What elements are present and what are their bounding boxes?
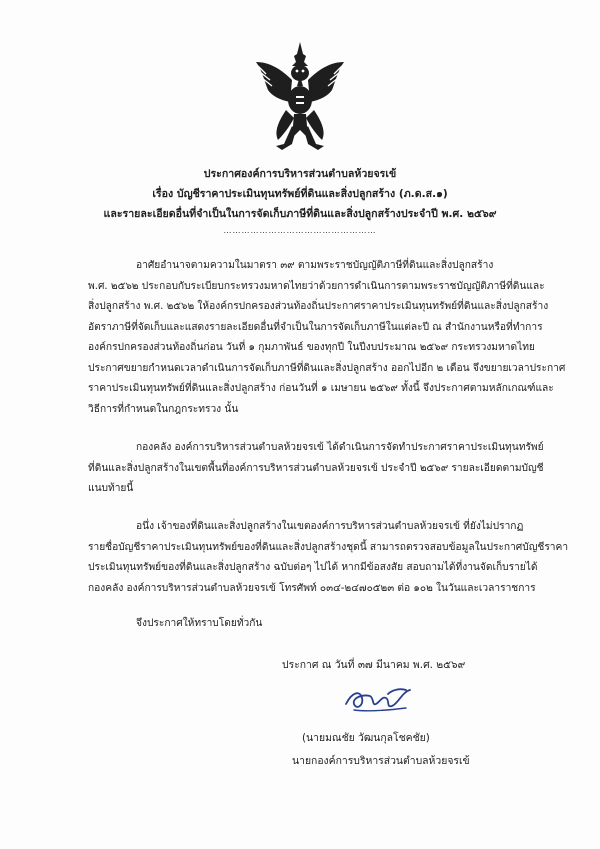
paragraph-line: ราคาประเมินทุนทรัพย์ที่ดินและสิ่งปลูกสร้าง ก่อนวันที่ ๑ เมษายน ๒๕๖๙ ทั้งนี้ จึงประกาศตามหลักเกณฑ์และ [88, 383, 554, 394]
paragraph-line: รายชื่อบัญชีราคาประเมินทุนทรัพย์ของที่ดินและสิ่งปลูกสร้างชุดนี้ สามารถตรวจสอบข้อมูลในประกาศบัญชีราคา [88, 541, 569, 553]
garuda-emblem [252, 40, 348, 152]
announcement-authority: ประกาศองค์การบริหารส่วนตำบลห้วยจรเข้ [203, 168, 397, 180]
paragraph-line: แนบท้ายนี้ [88, 483, 134, 494]
signatory-title: นายกองค์การบริหารส่วนตำบลห้วยจรเข้ [292, 755, 470, 767]
header-separator: …………………………………………… [223, 226, 377, 235]
announcement-subject: เรื่อง บัญชีราคาประเมินทุนทรัพย์ที่ดินและสิ่งปลูกสร้าง (ภ.ด.ส.๑) [152, 188, 448, 200]
paragraph-line: พ.ศ. ๒๕๖๒ ประกอบกับระเบียบกระทรวงมหาดไทยว่าด้วยการดำเนินการตามพระราชบัญญัติภาษีที่ดินและ [88, 280, 545, 292]
paragraph-line: อัตราภาษีที่จัดเก็บและแสดงรายละเอียดอื่นที่จำเป็นในการจัดเก็บภาษีในแต่ละปี ณ สำนักงานหรือที่ทำการ [88, 321, 543, 333]
paragraph-line: วิธีการที่กำหนดในกฎกระทรวง นั้น [88, 403, 239, 415]
paragraph-line: กองคลัง องค์การบริหารส่วนตำบลห้วยจรเข้ ได้ดำเนินการจัดทำประกาศราคาประเมินทุนทรัพย์ [136, 442, 544, 453]
paragraph-3 [88, 517, 568, 599]
announcement-date: ประกาศ ณ วันที่ ๓๗ มีนาคม พ.ศ. ๒๕๖๙ [282, 659, 466, 671]
paragraph-1 [88, 256, 565, 420]
paragraph-line: ประเมินทุนทรัพย์ของที่ดินและสิ่งปลูกสร้าง ฉบับต่อๆ ไปได้ หากมีข้อสงสัย สอบถามได้ที่งานจัดเก็บรายได้ [88, 562, 538, 573]
paragraph-line: กองคลัง องค์การบริหารส่วนตำบลห้วยจรเข้ โทรศัพท์ ๐๓๔-๒๔๗๐๕๒๓ ต่อ ๑๐๒ ในวันและเวลาราชการ [88, 582, 536, 594]
paragraph-2 [88, 438, 544, 500]
signatory-name: (นายมณชัย วัฒนกุลโชคชัย) [302, 732, 430, 744]
paragraph-line: สิ่งปลูกสร้าง พ.ศ. ๒๕๖๒ ให้องค์กรปกครองส่วนท้องถิ่นประกาศราคาประเมินทุนทรัพย์ที่ดินและสิ่งปลูกสร้าง [88, 301, 549, 312]
announcement-header [0, 164, 600, 238]
closing-statement [136, 614, 262, 635]
paragraph-line: ประกาศขยายกำหนดเวลาดำเนินการจัดเก็บภาษีที่ดินและสิ่งปลูกสร้าง ออกไปอีก ๒ เดือน จึงขยายเวลาประกาศ [88, 362, 566, 374]
paragraph-line: ที่ดินและสิ่งปลูกสร้างในเขตพื้นที่องค์การบริหารส่วนตำบลห้วยจรเข้ ประจำปี ๒๕๖๙ รายละเอียดตามบัญชี [88, 462, 544, 474]
paragraph-line: องค์กรปกครองส่วนท้องถิ่นก่อน วันที่ ๑ กุมภาพันธ์ ของทุกปี ในปีงบประมาณ ๒๕๖๙ กระทรวงมหาดไทย [88, 342, 535, 353]
paragraph-line: อนึ่ง เจ้าของที่ดินและสิ่งปลูกสร้างในเขตองค์การบริหารส่วนตำบลห้วยจรเข้ ที่ยังไม่ปรากฏ [136, 521, 524, 532]
handwritten-signature [340, 682, 420, 716]
announcement-subject-continued: และรายละเอียดอื่นที่จำเป็นในการจัดเก็บภาษีที่ดินและสิ่งปลูกสร้างประจำปี พ.ศ. ๒๕๖๙ [103, 208, 497, 220]
paragraph-line: อาศัยอำนาจตามความในมาตรา ๓๙ ตามพระราชบัญญัติภาษีที่ดินและสิ่งปลูกสร้าง [136, 260, 494, 271]
closing-text: จึงประกาศให้ทราบโดยทั่วกัน [136, 618, 263, 629]
